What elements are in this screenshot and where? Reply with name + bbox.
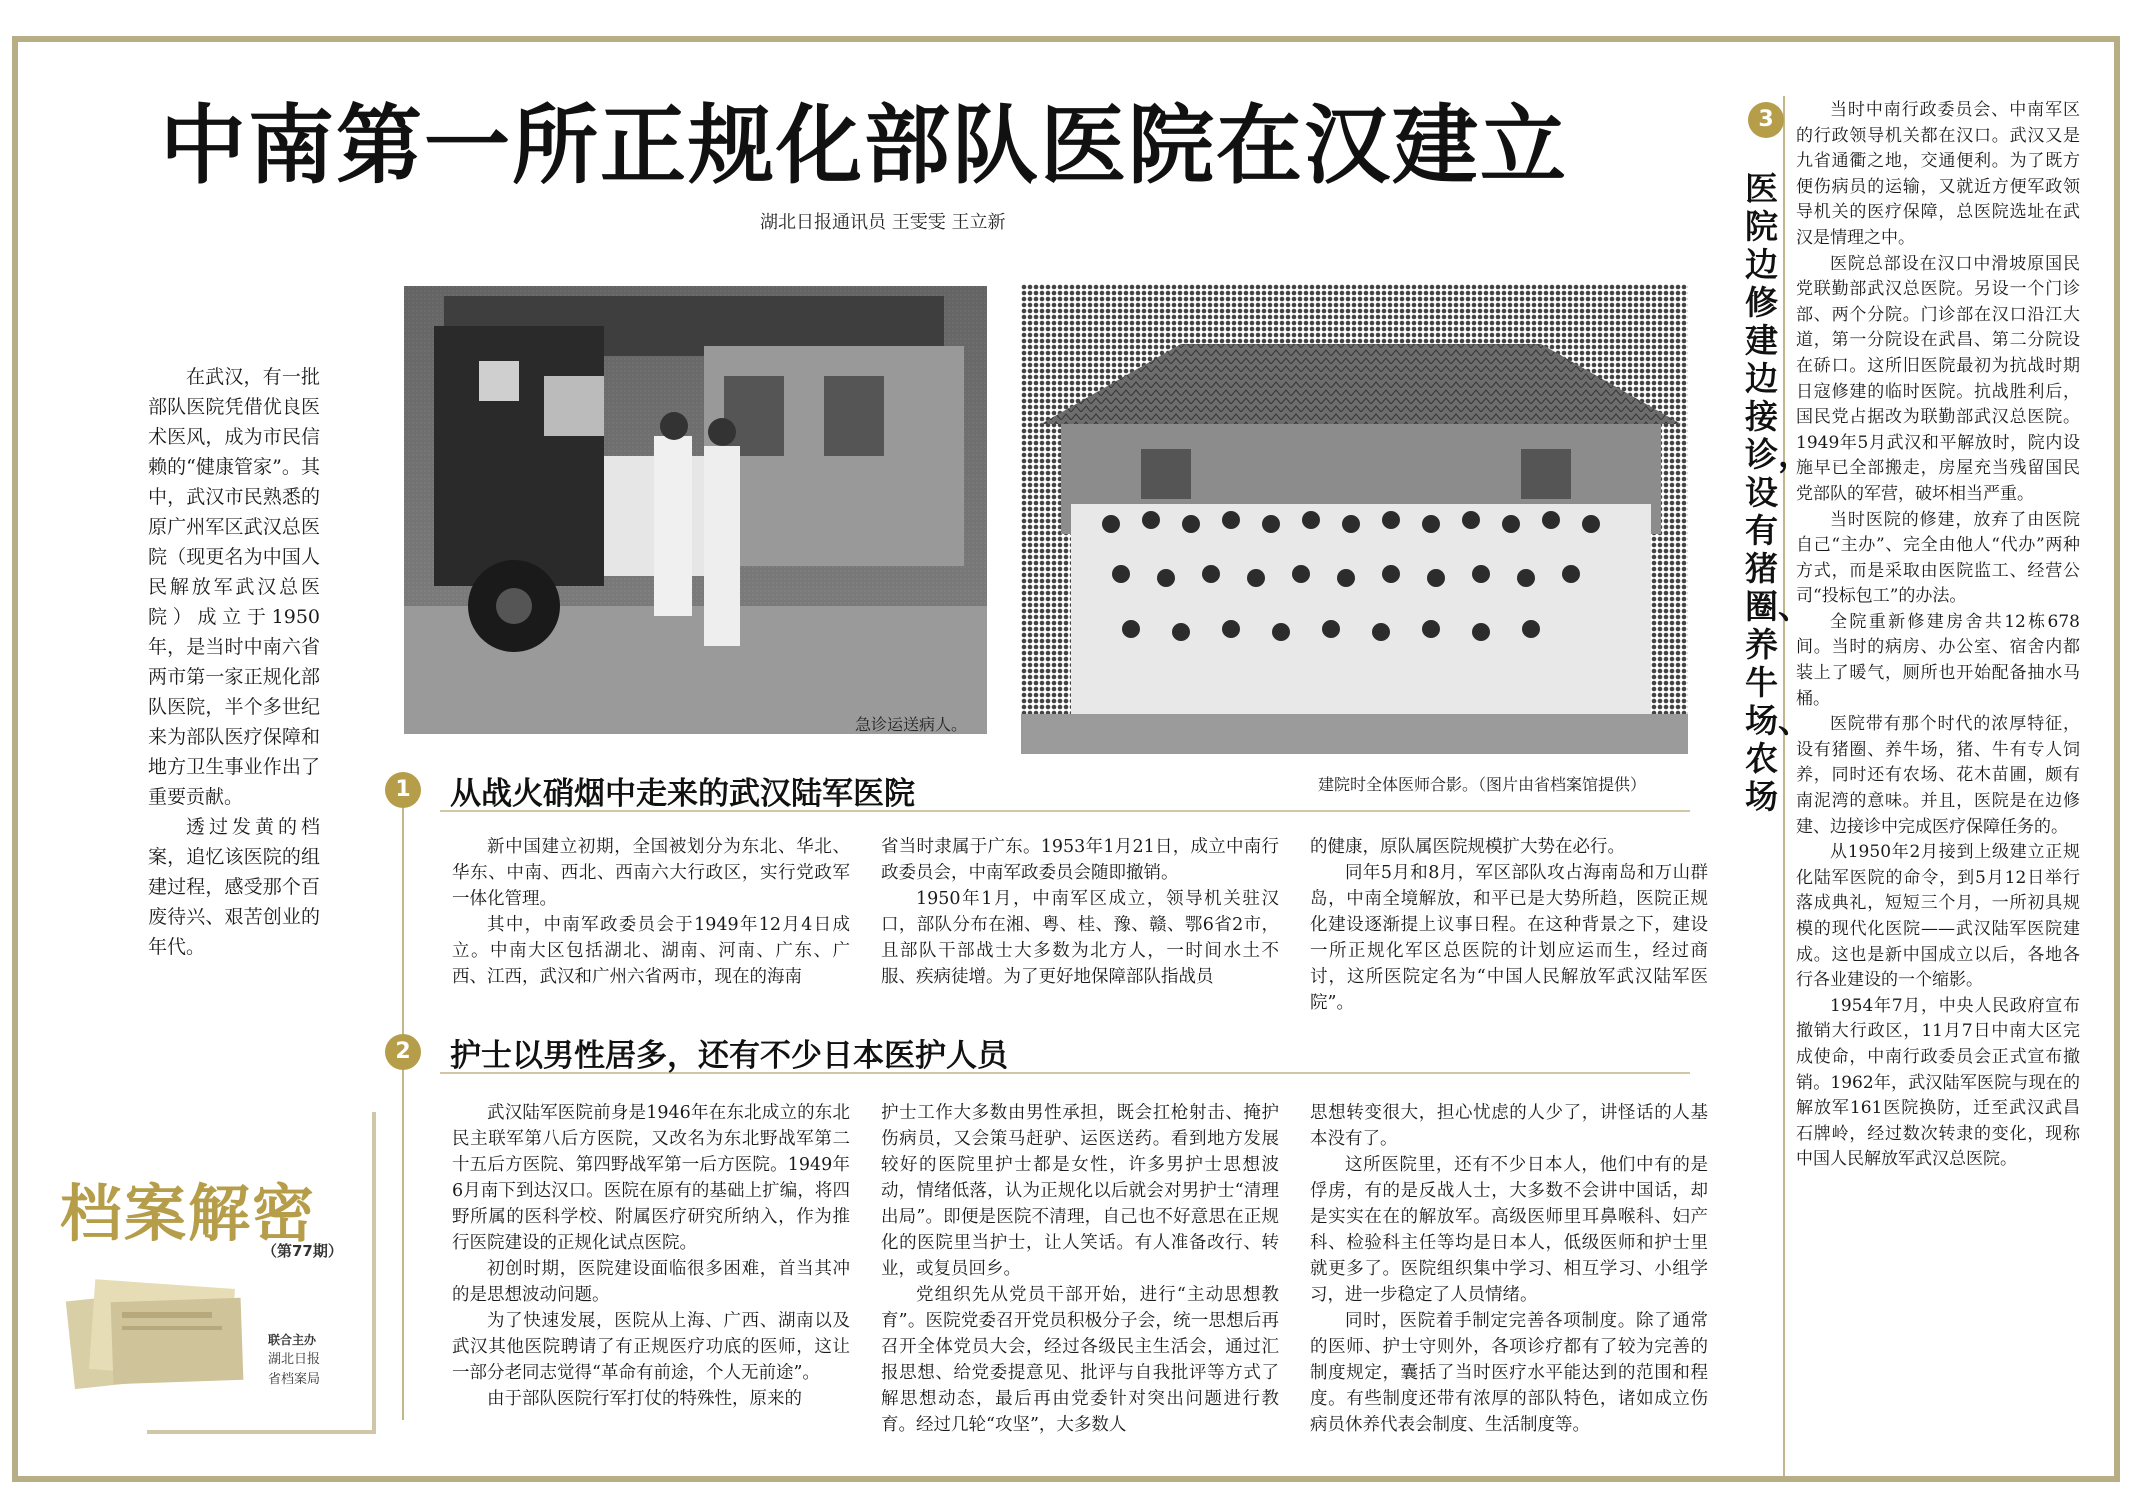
paragraph: 由于部队医院行军打仗的特殊性，原来的 [487,1389,802,1409]
section1-column [1310,834,1708,1016]
section1-column [452,834,850,990]
group-caption: 建院时全体医师合影。（图片由省档案馆提供） [1318,775,1647,794]
timeline-rule [402,780,404,1420]
section1-column [881,834,1279,990]
section2-column [881,1100,1279,1438]
group-photo [1021,284,1688,754]
paragraph: 其中，中南军政委员会于1949年12月4日成立。中南大区包括湖北、湖南、河南、广东、广西、江西，武汉和广州六省两市，现在的海南 [452,915,850,987]
paragraph: 省当时隶属于广东。1953年1月21日，成立中南行政委员会，中南军政委员会随即撤销。 [881,837,1279,883]
host-org: 省档案局 [268,1372,321,1387]
section3-column [1796,98,2080,1173]
archive-papers-image [62,1272,258,1390]
paragraph: 武汉陆军医院前身是1946年在东北成立的东北民主联军第八后方医院，又改名为东北野战军第二十五后方医院、第四野战军第一后方医院。1949年6月南下到达汉口。医院在原有的基础上扩编，将四野所属的医科学校、附属医疗研究所纳入，作为推行医院建设的正规化试点医院。 [452,1103,850,1253]
section-title: 从战火硝烟中走来的武汉陆军医院 [450,776,915,812]
intro-paragraph: 在武汉，有一批部队医院凭借优良医术医风，成为市民信赖的“健康管家”。其中，武汉市民熟悉的原广州军区武汉总医院（现更名为中国人民解放军武汉总医院）成立于1950年，是当时中南六省两市第一家正规化部队医院，半个多世纪来为部队医疗保障和地方卫生事业作出了重要贡献。 [148,366,320,808]
column-brand-title: 档案解密 [60,1177,317,1250]
paragraph: 同年5月和8月，军区部队攻占海南岛和万山群岛，中南全境解放，和平已是大势所趋，医院正规化建设逐渐提上议事日程。在这种背景之下，建设一所正规化军区总医院的计划应运而生，经过商讨，这所医院定名为“中国人民解放军武汉陆军医院”。 [1310,863,1708,1013]
paragraph: 1954年7月，中央人民政府宣布撤销大行政区，11月7日中南大区完成使命，中南行政委员会正式宣布撤销。1962年，武汉陆军医院与现在的解放军161医院换防，迁至武汉武昌石牌岭，经过数次转隶的变化，现称中国人民解放军武汉总医院。 [1796,995,2080,1170]
paragraph: 同时，医院着手制定完善各项制度。除了通常的医师、护士守则外，各项诊疗都有了较为完善的制度规定，囊括了当时医疗水平能达到的范围和程度。有些制度还带有浓厚的部队特色，诸如成立伤病员休养代表会制度、生活制度等。 [1310,1311,1708,1435]
section-number: 1 [385,772,421,808]
paragraph: 全院重新修建房舍共12栋678间。当时的病房、办公室、宿舍内都装上了暖气，厕所也开始配备抽水马桶。 [1796,611,2080,709]
section-number: 3 [1748,102,1784,138]
issue-number: （第77期） [262,1242,343,1260]
section2-column [452,1100,850,1412]
ambulance-caption: 急诊运送病人。 [855,715,968,734]
intro-text [148,362,320,962]
paragraph: 从1950年2月接到上级建立正规化陆军医院的命令，到5月12日举行落成典礼，短短三个月，一所初具规模的现代化医院——武汉陆军医院建成。这也是新中国成立以后，各地各行各业建设的一个缩影。 [1796,842,2080,991]
host-label: 联合主办 [268,1333,317,1347]
paragraph: 医院总部设在汉口中滑坡原国民党联勤部武汉总医院。另设一个门诊部、两个分院。门诊部在汉口沿江大道，第一分院设在武昌、第二分院设在硚口。这所旧医院最初为抗战时期日寇修建的临时医院。抗战胜利后，国民党占据改为联勤部武汉总医院。1949年5月武汉和平解放时，院内设施早已全部搬走，房屋充当残留国民党部队的军营，破坏相当严重。 [1796,253,2080,504]
paragraph: 思想转变很大，担心忧虑的人少了，讲怪话的人基本没有了。 [1310,1103,1708,1149]
paragraph: 当时医院的修建，放弃了由医院自己“主办”、完全由他人“代办”两种方式，而是采取由医院监工、经营公司“投标包工”的办法。 [1796,509,2080,607]
intro-paragraph: 透过发黄的档案，追忆该医院的组建过程，感受那个百废待兴、艰苦创业的年代。 [148,816,320,958]
paragraph: 新中国建立初期，全国被划分为东北、华北、华东、中南、西北、西南六大行政区，实行党政军一体化管理。 [452,837,850,909]
host-organizations [268,1330,320,1390]
section-number: 2 [385,1034,421,1070]
paragraph: 护士工作大多数由男性承担，既会扛枪射击、掩护伤病员，又会策马赶驴、运医送药。看到地方发展较好的医院里护士都是女性，许多男护士思想波动，情绪低落，认为正规化以后就会对男护士“清理出局”。即便是医院不清理，自己也不好意思在正规化的医院里当护士，让人笑话。有人准备改行、转业，或复员回乡。 [881,1103,1279,1279]
section3-title: 医院边修建边接诊，设有猪圈、养牛场、农场 [1745,169,1811,816]
paragraph: 医院带有那个时代的浓厚特征，设有猪圈、养牛场，猪、牛有专人饲养，同时还有农场、花木苗圃，颇有南泥湾的意味。并且，医院是在边修建、边接诊中完成医疗保障任务的。 [1796,714,2080,837]
paragraph: 1950年1月，中南军区成立，领导机关驻汉口，部队分布在湘、粤、桂、豫、赣、鄂6省2市，且部队干部战士大多数为北方人，一时间水土不服、疾病徒增。为了更好地保障部队指战员 [881,889,1279,987]
paragraph: 初创时期，医院建设面临很多困难，首当其冲的是思想波动问题。 [452,1259,850,1305]
paragraph: 这所医院里，还有不少日本人，他们中有的是俘虏，有的是反战人士，大多数不会讲中国话，却是实实在在的解放军。高级医师里耳鼻喉科、妇产科、检验科主任等均是日本人，低级医师和护士里就更多了。医院组织集中学习、相互学习、小组学习，进一步稳定了人员情绪。 [1310,1155,1708,1305]
ambulance-photo [404,286,987,734]
section-title: 护士以男性居多，还有不少日本医护人员 [450,1038,1008,1074]
host-org: 湖北日报 [268,1352,321,1367]
paragraph: 党组织先从党员干部开始，进行“主动思想教育”。医院党委召开党员积极分子会，统一思想后再召开全体党员大会，经过各级民主生活会，通过汇报思想、给党委提意见、批评与自我批评等方式了解思想动态，最后再由党委针对突出问题进行教育。经过几轮“攻坚”，大多数人 [881,1285,1279,1435]
byline: 湖北日报通讯员 王雯雯 王立新 [760,212,1006,233]
section2-column [1310,1100,1708,1438]
headline: 中南第一所正规化部队医院在汉建立 [160,96,1568,196]
paragraph: 当时中南行政委员会、中南军区的行政领导机关都在汉口。武汉又是九省通衢之地，交通便利。为了既方便伤病员的运输，又就近方便军政领导机关的医疗保障，总医院选址在武汉是情理之中。 [1796,100,2080,248]
paragraph: 为了快速发展，医院从上海、广西、湖南以及武汉其他医院聘请了有正规医疗功底的医师，这让一部分老同志觉得“革命有前途，个人无前途”。 [452,1311,850,1383]
paragraph: 的健康，原队属医院规模扩大势在必行。 [1310,837,1625,857]
